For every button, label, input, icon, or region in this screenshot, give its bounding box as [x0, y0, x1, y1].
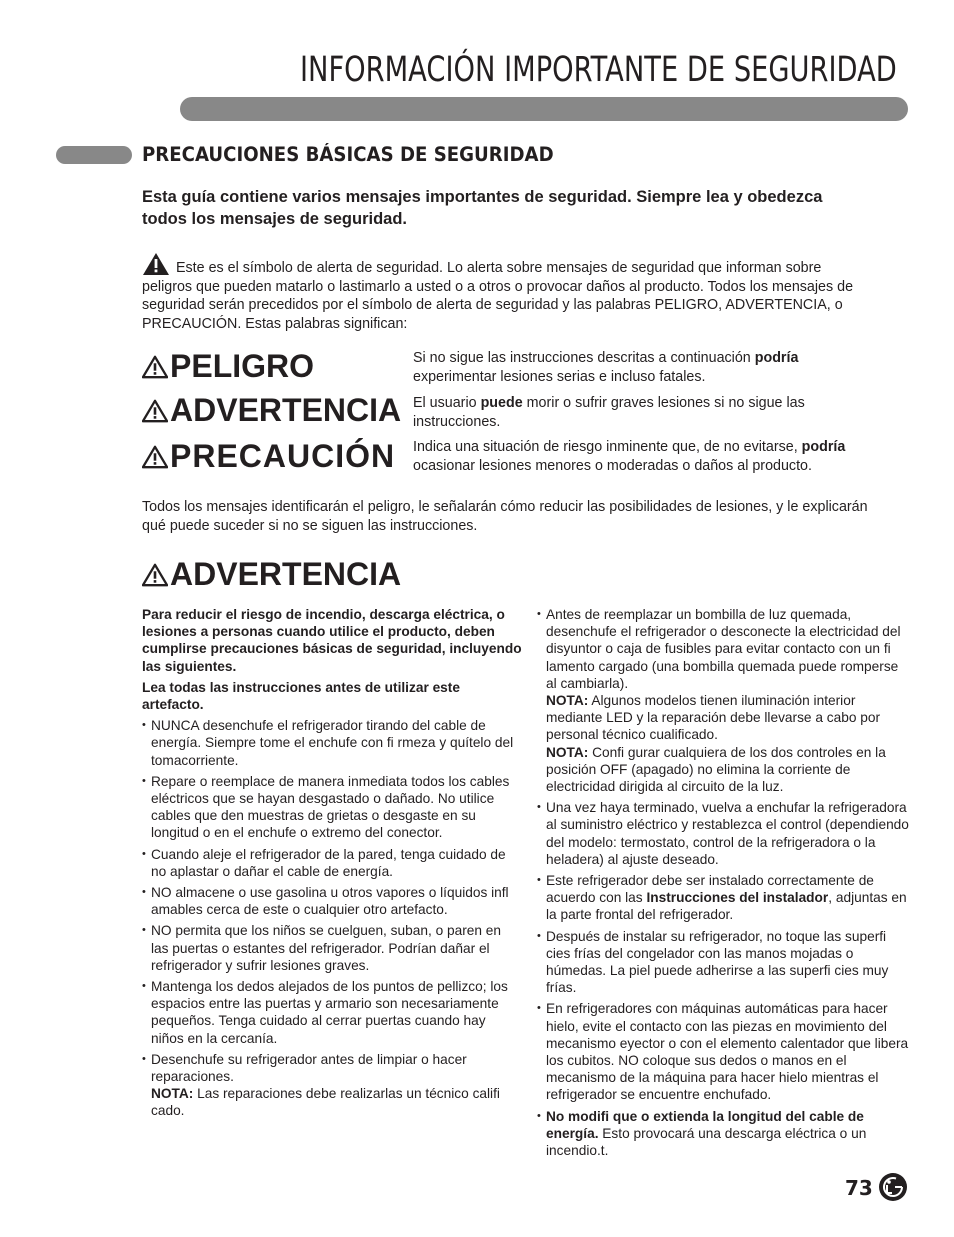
bullet-icon: •	[142, 980, 146, 993]
page-title: INFORMACIÓN IMPORTANTE DE SEGURIDAD	[300, 50, 897, 90]
item-bold: Instrucciones del instalador	[646, 890, 829, 906]
bullet-icon: •	[142, 847, 146, 860]
item-text: Esto provocará una descarga eléctrica o un incendio.t.	[546, 1125, 867, 1159]
bullet-icon: •	[537, 801, 541, 814]
list-item	[142, 884, 522, 918]
bullet-icon: •	[142, 924, 146, 937]
note-label: NOTA:	[546, 693, 589, 709]
item-text: En refrigeradores con máquinas automáticas para hacer hielo, evite el contacto con las piezas en movimiento del mecanismo eyector o con el elemento calentador que libera los cubitos. NO coloque sus dedos o manos en el mecanismo de la máquina para hacer hielo mientras el refrigerador se encuentre enchufado.	[546, 1001, 909, 1103]
note-text: Confi gurar cualquiera de los dos controles en la posición OFF (apagado) no elimina la corriente de electricidad dirigida al circuito de la luz.	[546, 744, 886, 795]
signal-word: PRECAUCIÓN	[170, 438, 396, 474]
bullet-icon: •	[142, 1052, 146, 1065]
note-label: NOTA:	[151, 1086, 194, 1102]
desc-text: ocasionar lesiones menores o moderadas o daños al producto.	[413, 457, 812, 474]
list-item	[142, 978, 522, 1047]
left-column	[142, 606, 522, 1124]
bullet-icon: •	[537, 608, 541, 620]
list-item	[537, 928, 911, 997]
item-text: Después de instalar su refrigerador, no toque las superfi cies frías del congelador con las manos mojadas o húmedas. La piel puede adherirse a las superfi cies muy frías.	[546, 928, 889, 996]
bullet-icon: •	[142, 774, 146, 787]
signal-description-precaucion	[413, 438, 853, 475]
desc-bold: puede	[480, 395, 523, 411]
bullet-icon: •	[537, 874, 541, 887]
all-messages-text: Todos los mensajes identificarán el peligro, le señalarán cómo reducir las posibilidades de lesiones, y le explicarán qué puede suceder si no se siguen las instrucciones.	[142, 499, 868, 534]
item-text: Repare o reemplace de manera inmediata todos los cables eléctricos que se hayan desgastado o dañado. No utilice cables que den muestras de grietas o desgaste en su longitud o en el enchufe o extremo del conector.	[151, 773, 510, 841]
item-text: NUNCA desenchufe el refrigerador tirando del cable de energía. Siempre tome el enchufe con fi rmeza y quítelo del tomacorriente.	[151, 718, 514, 768]
desc-bold: podría	[754, 350, 799, 366]
item-text: NO almacene o use gasolina u otros vapores o líquidos infl amables cerca de este o cualquier otro artefacto.	[151, 885, 509, 918]
title-bar	[180, 97, 908, 121]
item-text: NO permita que los niños se cuelguen, suban, o paren en las puertas o estantes del refrigerador. Podrían dañar el refrigerador y sufrir lesiones graves.	[151, 923, 502, 973]
warning-triangle-icon	[142, 399, 168, 423]
list-item	[142, 846, 522, 880]
note-text: Las reparaciones debe realizarlas un técnico califi cado.	[151, 1086, 500, 1119]
bullet-icon: •	[142, 886, 146, 899]
bullet-icon: •	[537, 929, 541, 942]
lg-logo-icon	[878, 1172, 908, 1202]
item-text: Mantenga los dedos alejados de los puntos de pellizco; los espacios entre las puertas y armario son necesariamente pequeños. Tenga cuidado al cerrar puertas cuando hay niños en la cercanía.	[151, 979, 508, 1046]
signal-description-advertencia	[413, 394, 853, 431]
list-item	[537, 1000, 911, 1103]
note-text: Algunos modelos tienen iluminación interior mediante LED y la reparación debe llevarse a cabo por personal técnico cualificado.	[546, 693, 881, 743]
section-pill	[56, 146, 132, 164]
item-text: Antes de reemplazar un bombilla de luz quemada, desenchufe el refrigerador o desconecte la electricidad del disyuntor o caja de fusibles para evitar contacto con un fi lamento cargado (una bombilla quemada puede romperse al cambiarla).	[546, 607, 901, 691]
desc-text: Indica una situación de riesgo inminente que, de no evitarse,	[413, 439, 802, 455]
item-bold: No modifi que o extienda la longitud del cable de energía.	[546, 1108, 864, 1141]
page-number: 73	[845, 1176, 873, 1200]
lead-paragraph: Lea todas las instrucciones antes de utilizar este artefacto.	[142, 679, 460, 713]
desc-text: morir o sufrir graves lesiones si no sigue las instrucciones.	[413, 395, 805, 430]
list-item	[537, 1108, 911, 1160]
warning-triangle-icon	[142, 355, 168, 379]
warning-triangle-icon	[142, 563, 168, 587]
list-item	[537, 872, 911, 924]
right-column	[537, 606, 911, 1163]
desc-text: El usuario	[413, 395, 481, 411]
signal-description-peligro	[413, 349, 853, 386]
desc-text: experimentar lesiones serias e incluso fatales.	[413, 368, 706, 385]
list-item	[142, 1051, 522, 1120]
list-item	[142, 773, 522, 842]
list-item	[142, 717, 522, 769]
list-item	[142, 922, 522, 974]
desc-text: Si no sigue las instrucciones descritas a continuación	[413, 350, 755, 366]
note-label: NOTA:	[546, 744, 589, 760]
signal-word: ADVERTENCIA	[170, 392, 402, 428]
list-item	[537, 606, 911, 795]
item-text: Una vez haya terminado, vuelva a enchufar la refrigeradora al suministro eléctrico y restablezca el control (dependiendo del modelo: termostato, control de la refrigeradora o la heladera) al ajuste deseado.	[546, 800, 909, 867]
item-text: Este refrigerador debe ser instalado correctamente de acuerdo con las	[546, 873, 874, 906]
bullet-icon: •	[142, 719, 146, 732]
warning-heading-text: ADVERTENCIA	[170, 556, 402, 592]
item-text: Cuando aleje el refrigerador de la pared, tenga cuidado de no aplastar o dañar el cable de energía.	[151, 846, 506, 879]
desc-bold: podría	[801, 439, 846, 455]
alert-text: Este es el símbolo de alerta de seguridad. Lo alerta sobre mensajes de seguridad que informan sobre peligros que pueden matarlo o lastimarlo a usted o a otros o provocar daños al producto. Todos los mensajes de seguridad serán precedidos por el símbolo de alerta de seguridad y las palabras PELIGRO, ADVERTENCIA, o PRECAUCIÓN. Estas palabras significan:	[142, 260, 854, 332]
alert-paragraph	[142, 252, 872, 333]
signal-word: PELIGRO	[170, 348, 315, 384]
signal-peligro	[142, 349, 314, 383]
bullet-icon: •	[537, 1002, 541, 1015]
signal-advertencia	[142, 393, 401, 427]
warning-heading	[142, 557, 401, 591]
signal-precaucion	[142, 439, 395, 473]
lead-paragraph: Para reducir el riesgo de incendio, descarga eléctrica, o lesiones a personas cuando utilice el producto, deben cumplirse precauciones básicas de seguridad, incluyendo las siguientes.	[142, 607, 522, 674]
warning-triangle-icon	[142, 445, 168, 469]
item-text: , adjuntas en la parte frontal del refrigerador.	[546, 890, 907, 923]
intro-text: Esta guía contiene varios mensajes importantes de seguridad. Siempre lea y obedezca todos los mensajes de seguridad.	[142, 188, 823, 228]
bullet-icon: •	[537, 1109, 541, 1122]
warning-triangle-icon	[142, 252, 170, 276]
list-item	[537, 799, 911, 868]
section-heading: PRECAUCIONES BÁSICAS DE SEGURIDAD	[142, 143, 554, 166]
item-text: Desenchufe su refrigerador antes de limpiar o hacer reparaciones.	[151, 1051, 467, 1085]
